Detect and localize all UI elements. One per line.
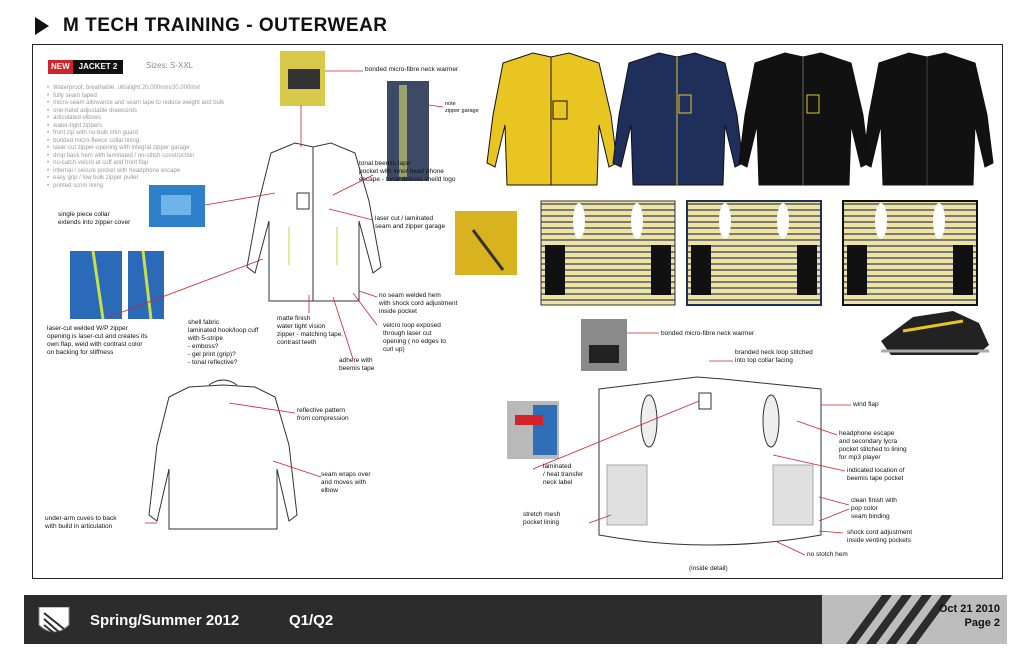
inside-detail-sketch: [599, 377, 821, 545]
flat-sketch-back: [149, 380, 297, 529]
note-wind-flap: wind flap: [853, 401, 879, 408]
spec-item: • one-hand adjustable drawcords: [47, 108, 224, 116]
spec-item: • water-tight zippers: [47, 123, 224, 131]
spec-item: • Waterproof, breathable, ultralight 20,000mm/20,000mvt: [47, 85, 224, 93]
new-badge: NEW: [48, 60, 73, 74]
spec-item: • printed scrim lining: [47, 183, 224, 191]
note-adhere: adhere with beemis tape: [339, 357, 375, 372]
detail-photo-neck-label: [507, 401, 559, 459]
detail-photo-welded-zipper: [70, 251, 164, 319]
note-underarm: under-arm cuves to back with build in articulation: [45, 515, 117, 530]
note-stretch-mesh: stretch mesh pocket lining: [523, 511, 561, 526]
spec-item: • no-catch velcro at cuff and front flap: [47, 160, 224, 168]
spec-item: • micro-seam allowance and seam tape to reduce weight and bulk: [47, 100, 224, 108]
spec-item: • front zip with no-bulk chin guard: [47, 130, 224, 138]
lining-navy: [687, 201, 821, 305]
date-label: Oct 21 2010: [938, 603, 1000, 615]
spec-item: • easy grip / low bulk zipper puller: [47, 175, 224, 183]
note-reflective: reflective pattern from compression: [297, 407, 349, 422]
detail-photo-neck-warmer: [581, 319, 627, 371]
note-neck-warmer: bonded micro-fibre neck warmer: [365, 66, 459, 73]
page-title: M TECH TRAINING - OUTERWEAR: [63, 15, 388, 36]
season-label: Spring/Summer 2012: [90, 612, 240, 629]
detail-photo-laser-cut: [455, 211, 517, 275]
spec-item: • fully seam taped: [47, 93, 224, 101]
lining-yellow: [541, 201, 675, 305]
note-collar: single piece collar extends into zipper cover: [58, 211, 131, 226]
jacket-yellow: [487, 53, 617, 185]
quarter-label: Q1/Q2: [289, 612, 334, 629]
kswiss-logo: [36, 599, 72, 641]
note-matte-finish: matte finish water tight vision zipper - matching tape, contrast teeth: [277, 315, 344, 346]
note-neck-warmer-2: bonded micro-fibre neck warmer: [661, 330, 755, 337]
product-name: JACKET 2: [73, 60, 124, 74]
note-zipper-garage: note zipper garage: [445, 101, 479, 114]
note-inside-detail: (inside detail): [689, 565, 728, 572]
content-panel: [32, 44, 1003, 579]
detail-photo-collar-top: [280, 51, 325, 106]
lining-black: [843, 201, 977, 305]
sizes-label: Sizes: S-XXL: [146, 61, 194, 70]
note-indicated: indicated location of beemis tape pocket: [847, 467, 905, 482]
note-seam-wraps: seam wraps over and moves with elbow: [321, 471, 371, 494]
note-no-seam: no seam welded hem with shock cord adjustment inside pocket: [379, 292, 458, 315]
jacket-black: [863, 53, 993, 185]
note-laser-welded: laser-cut welded W/P zipper opening is laser-cut and creates its own flap, weld with contrast color on backing for stiffness: [47, 325, 148, 356]
footer-bar: [24, 595, 1007, 644]
note-tonal-tape: tonal beemis tape pocket with inner head phone escape - tonal deboss sheild logo: [359, 160, 456, 183]
note-velcro: velcro loop exposed through laser cut opening ( no edges to curl up): [383, 322, 446, 353]
spec-item: • laser-cut zipper-opening with integral zipper garage: [47, 145, 224, 153]
jacket-navy: [613, 53, 743, 185]
note-shock-cord: shock cord adjustment inside venting pockets: [847, 529, 913, 544]
note-headphone: headphone escape and secondary lycra pocket stitched to lining for mp3 player: [839, 430, 907, 461]
note-neck-label: laminated / heat transfer neck label: [543, 463, 584, 486]
note-shell-fabric: shell fabric laminated hook/loop cuff with 5-stripe - emboss? - gel print (grip)? - tonal reflective?: [188, 319, 259, 366]
jacket-black-accent: [739, 53, 869, 185]
note-laser-cut: laser cut / laminated seam and zipper garage: [375, 215, 446, 230]
spec-item: • internal / secure pocket with headphone escape: [47, 168, 224, 176]
note-no-stitch: no stotch hem: [807, 551, 848, 558]
spec-item: • drop back hem with laminated / no-stitch construction: [47, 153, 224, 161]
shoe-image: [881, 311, 989, 355]
note-clean-finish: clean finish with pop color seam binding: [851, 497, 897, 520]
detail-photo-collar-blue: [149, 185, 205, 227]
page-number: Page 2: [964, 617, 1000, 629]
note-branded-loop: branded neck loop stitched into top collar facing: [735, 349, 813, 364]
spec-item: • articulated elbows: [47, 115, 224, 123]
spec-item: • bonded micro-fleece collar lining: [47, 138, 224, 146]
arrow-icon: [35, 17, 49, 35]
